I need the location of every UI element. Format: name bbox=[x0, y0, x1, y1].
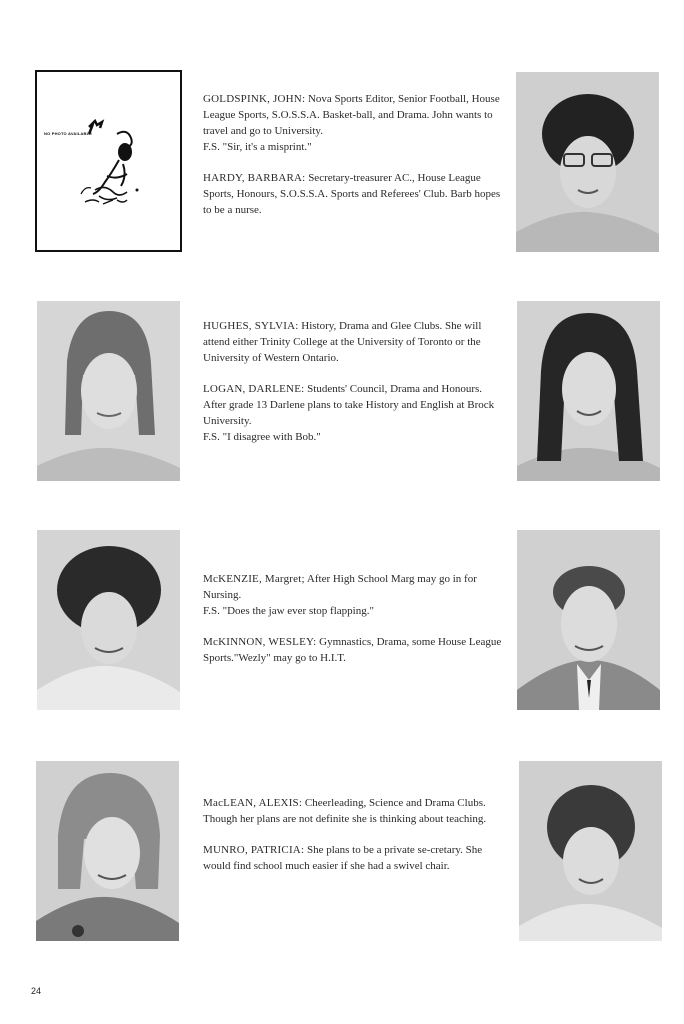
student-fs-quote: F.S. "Does the jaw ever stop flapping." bbox=[203, 605, 374, 617]
entry-mckenzie bbox=[203, 571, 503, 619]
entry-munro bbox=[203, 842, 503, 874]
student-name: HUGHES, SYLVIA: bbox=[203, 320, 299, 332]
student-description: History, Drama and Glee Clubs. She will attend either Trinity College at the University of Toronto or the University of Western Ontario. bbox=[203, 320, 482, 364]
cartoon-drawing-icon bbox=[37, 72, 180, 250]
student-name: HARDY, BARBARA: bbox=[203, 172, 306, 184]
student-fs-quote: F.S. "I disagree with Bob." bbox=[203, 431, 321, 443]
entries-block-1 bbox=[203, 91, 503, 233]
page-number: 24 bbox=[31, 986, 42, 996]
student-description: She plans to be a private se-cretary. She would find school much easier if she had a swivel chair. bbox=[203, 844, 483, 872]
entry-goldspink bbox=[203, 91, 503, 155]
portrait-photo-hardy bbox=[516, 72, 659, 252]
entry-maclean bbox=[203, 795, 503, 827]
portrait-photo-mckinnon bbox=[517, 530, 660, 710]
student-description: Gymnastics, Drama, some House League Sports."Wezly" may go to H.I.T. bbox=[203, 636, 502, 664]
student-description: Secretary-treasurer AC., House League Sports, Honours, S.O.S.S.A. Sports and Referees' Club. Barb hopes to be a nurse. bbox=[203, 172, 501, 216]
entries-block-3 bbox=[203, 571, 503, 681]
student-name: GOLDSPINK, JOHN: bbox=[203, 93, 306, 105]
student-name: McKINNON, WESLEY: bbox=[203, 636, 317, 648]
portrait-photo-munro bbox=[519, 761, 662, 941]
portrait-photo-mckenzie bbox=[37, 530, 180, 710]
student-description: Cheerleading, Science and Drama Clubs. Though her plans are not definite she is thinking about teaching. bbox=[203, 797, 487, 825]
entries-block-2 bbox=[203, 318, 503, 460]
entry-mckinnon bbox=[203, 634, 503, 666]
entry-hughes bbox=[203, 318, 503, 366]
no-photo-placeholder-goldspink bbox=[35, 70, 182, 252]
student-description: Nova Sports Editor, Senior Football, House League Sports, S.O.S.S.A. Basket-ball, and Drama. John wants to travel and go to University. bbox=[203, 93, 500, 137]
entries-block-4 bbox=[203, 795, 503, 889]
student-name: LOGAN, DARLENE: bbox=[203, 383, 305, 395]
portrait-photo-logan bbox=[517, 301, 660, 481]
portrait-photo-hughes bbox=[37, 301, 180, 481]
student-name: McKENZIE, Margret; bbox=[203, 573, 305, 585]
portrait-photo-maclean bbox=[36, 761, 179, 941]
student-name: MUNRO, PATRICIA: bbox=[203, 844, 305, 856]
student-description: Students' Council, Drama and Honours. After grade 13 Darlene plans to take History and English at Brock University. bbox=[203, 383, 495, 427]
student-fs-quote: F.S. "Sir, it's a misprint." bbox=[203, 141, 312, 153]
no-photo-label: NO PHOTO AVAILABLE bbox=[44, 131, 93, 136]
student-description: After High School Marg may go in for Nursing. bbox=[203, 573, 477, 601]
entry-hardy bbox=[203, 170, 503, 218]
entry-logan bbox=[203, 381, 503, 445]
student-name: MacLEAN, ALEXIS: bbox=[203, 797, 303, 809]
